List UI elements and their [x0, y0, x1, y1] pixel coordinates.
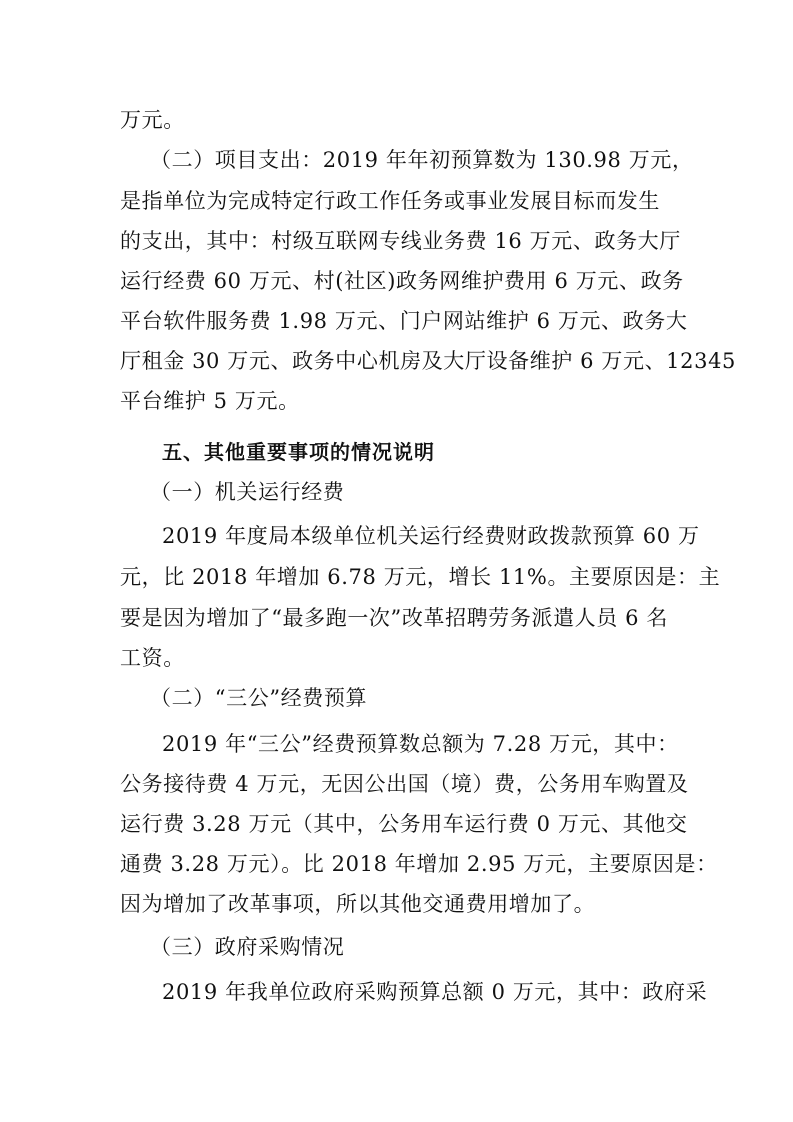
- text-line: 元，比 2018 年增加 6.78 万元，增长 11%。主要原因是：主: [120, 565, 721, 589]
- text-line: 运行经费 60 万元、村(社区)政务网维护费用 6 万元、政务: [120, 269, 684, 293]
- section-heading: 五、其他重要事项的情况说明: [162, 440, 435, 464]
- subsection-heading: （一）机关运行经费: [150, 480, 345, 504]
- text-line: 公务接待费 4 万元，无因公出国（境）费，公务用车购置及: [120, 772, 689, 796]
- text-line: 要是因为增加了“最多跑一次”改革招聘劳务派遣人员 6 名: [120, 606, 668, 630]
- text-line: 2019 年我单位政府采购预算总额 0 万元，其中：政府采: [162, 980, 708, 1004]
- text-line: 通费 3.28 万元）。比 2018 年增加 2.95 万元，主要原因是：: [120, 852, 718, 876]
- subsection-heading: （三）政府采购情况: [150, 935, 345, 959]
- subsection-heading: （二）“三公”经费预算: [150, 686, 368, 710]
- text-line: 的支出，其中：村级互联网专线业务费 16 万元、政务大厅: [120, 229, 681, 253]
- text-line: 平台维护 5 万元。: [120, 389, 300, 413]
- text-line: 工资。: [120, 646, 185, 670]
- text-line: 2019 年度局本级单位机关运行经费财政拨款预算 60 万: [162, 524, 700, 548]
- text-line: 厅租金 30 万元、政务中心机房及大厅设备维护 6 万元、12345: [120, 349, 736, 373]
- text-line: 运行费 3.28 万元（其中，公务用车运行费 0 万元、其他交: [120, 812, 688, 836]
- text-line: 万元。: [120, 108, 185, 132]
- text-line: 是指单位为完成特定行政工作任务或事业发展目标而发生: [120, 189, 660, 213]
- text-line: （二）项目支出：2019 年年初预算数为 130.98 万元，: [150, 148, 694, 172]
- text-line: 平台软件服务费 1.98 万元、门户网站维护 6 万元、政务大: [120, 309, 688, 333]
- text-line: 因为增加了改革事项，所以其他交通费用增加了。: [120, 892, 596, 916]
- text-line: 2019 年“三公”经费预算数总额为 7.28 万元，其中：: [162, 732, 679, 756]
